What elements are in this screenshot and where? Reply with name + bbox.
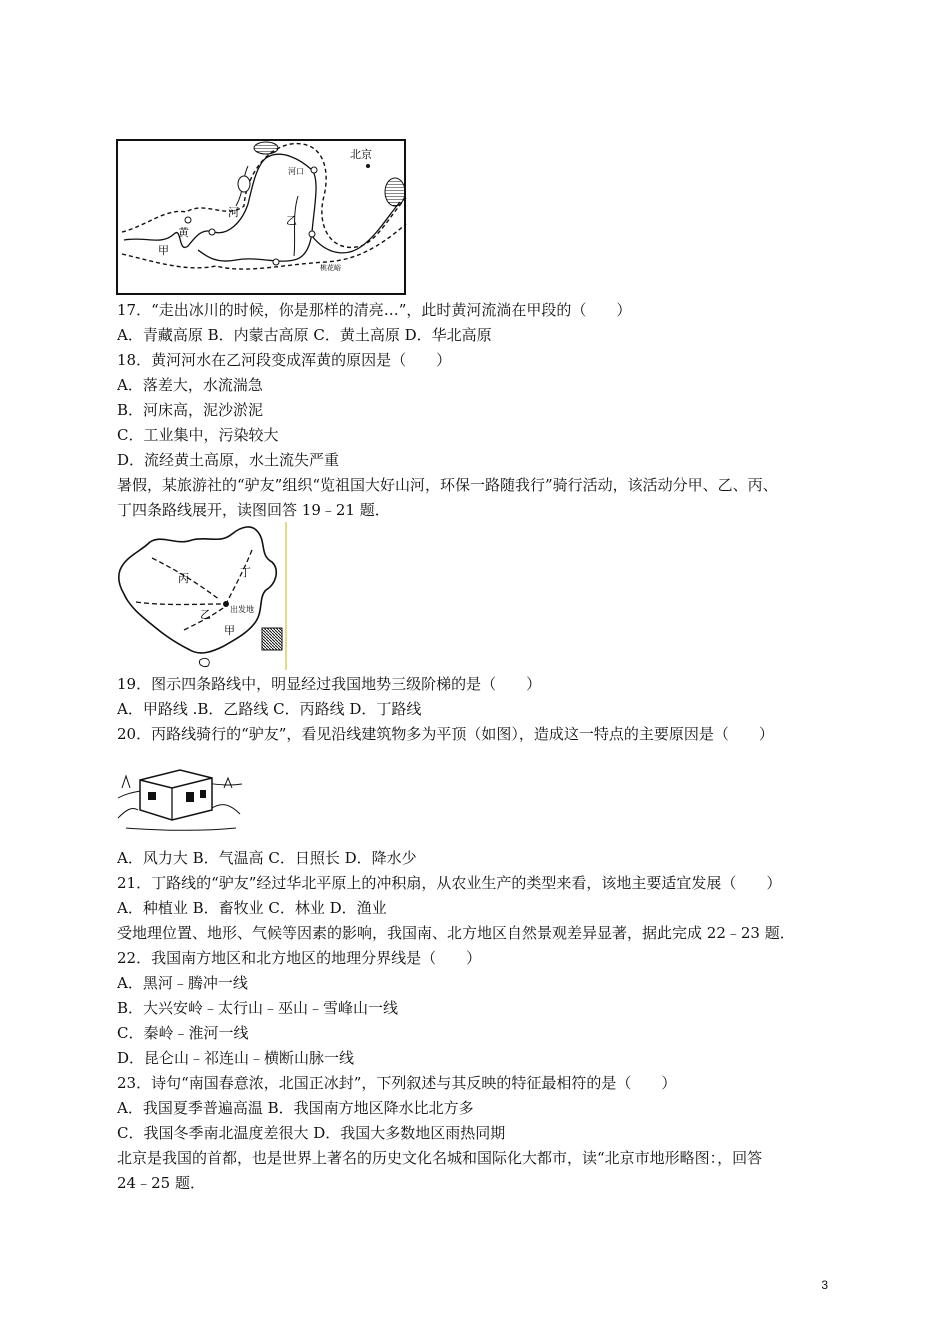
start-point-marker [223,601,229,607]
question-19-options: A．甲路线 .B．乙路线 C．丙路线 D．丁路线 [117,700,422,718]
passage-19-21-line2: 丁四条路线展开，读图回答 19﹣21 题． [117,501,390,519]
point-marker [311,167,317,173]
passage-19-21-line1: 暑假，某旅游社的“驴友”组织“览祖国大好山河，环保一路随我行”骑行活动，该活动分甲、乙、丙、 [117,476,778,494]
label-jia: 甲 [224,624,235,637]
question-23-stem: 23．诗句“南国春意浓，北国正冰封”，下列叙述与其反映的特征最相符的是（ ） [117,1074,677,1092]
reservoir-marker [238,176,250,192]
flat-roof-house-figure [116,758,244,834]
label-huang: 黄 [178,226,189,239]
passage-24-25-line2: 24﹣25 题． [117,1174,205,1192]
label-yi: 乙 [286,214,297,227]
question-17-options: A．青藏高原 B．内蒙古高原 C．黄土高原 D．华北高原 [117,326,492,344]
point-marker [309,231,315,237]
question-18-option-d: D．流经黄土高原，水土流失严重 [117,451,340,469]
bohai-sea [385,178,405,206]
yellow-river-map-svg [116,136,408,298]
china-route-map-svg [116,522,290,670]
question-22-option-a: A．黑河﹣腾冲一线 [117,974,248,992]
flat-roof-house-svg [116,758,244,834]
label-taohuayu: 桃花峪 [320,264,341,272]
question-19-stem: 19．图示四条路线中，明显经过我国地势三级阶梯的是（ ） [117,675,542,693]
label-start: 出发地 [230,605,254,614]
question-22-option-c: C．秦岭﹣淮河一线 [117,1024,249,1042]
question-20-options: A．风力大 B．气温高 C．日照长 D．降水少 [117,849,417,867]
label-beijing: 北京 [350,148,372,161]
china-route-map [116,522,290,670]
point-marker [273,259,279,265]
label-he: 河 [228,206,239,219]
label-hekou: 河口 [288,167,304,176]
inset-box [262,628,282,650]
page-number: 3 [821,1278,828,1292]
point-marker [209,229,215,235]
question-18-option-c: C．工业集中，污染较大 [117,426,279,444]
question-18-stem: 18．黄河河水在乙河段变成浑黄的原因是（ ） [117,351,452,369]
label-yi: 乙 [200,608,211,621]
yellow-river-map [116,136,408,298]
question-22-option-b: B．大兴安岭﹣太行山﹣巫山﹣雪峰山一线 [117,999,399,1017]
question-22-option-d: D．昆仑山﹣祁连山﹣横断山脉一线 [117,1049,355,1067]
question-18-option-a: A．落差大，水流湍急 [117,376,263,394]
china-outline [119,527,276,653]
question-18-option-b: B．河床高，泥沙淤泥 [117,401,264,419]
house-window [148,792,156,800]
label-ding: 丁 [240,566,251,579]
hatched-lake [254,142,278,154]
label-bing: 丙 [178,572,189,585]
label-jia: 甲 [158,244,169,257]
hainan-outline [199,658,209,666]
question-17-stem: 17．“走出冰川的时候，你是那样的清亮…”，此时黄河流淌在甲段的（ ） [117,301,632,319]
question-23-options-ab: A．我国夏季普遍高温 B．我国南方地区降水比北方多 [117,1099,474,1117]
house-window [186,792,194,802]
house-window [200,790,206,798]
beijing-marker [366,164,370,168]
question-21-options: A．种植业 B．畜牧业 C．林业 D．渔业 [117,899,387,917]
passage-22-23: 受地理位置、地形、气候等因素的影响，我国南、北方地区自然景观差异显著，据此完成 22﹣23 题． [117,924,795,942]
passage-24-25-line1: 北京是我国的首都，也是世界上著名的历史文化名城和国际化大都市，读“北京市地形略图：，回答 [117,1149,763,1167]
question-21-stem: 21．丁路线的“驴友”经过华北平原上的冲积扇，从农业生产的类型来看，该地主要适宜发展（ ） [117,874,782,892]
question-23-options-cd: C．我国冬季南北温度差很大 D．我国大多数地区雨热同期 [117,1124,506,1142]
point-marker [185,217,191,223]
question-22-stem: 22．我国南方地区和北方地区的地理分界线是（ ） [117,949,482,967]
question-20-stem: 20．丙路线骑行的“驴友”，看见沿线建筑物多为平顶（如图），造成这一特点的主要原因是（ ） [117,725,774,743]
